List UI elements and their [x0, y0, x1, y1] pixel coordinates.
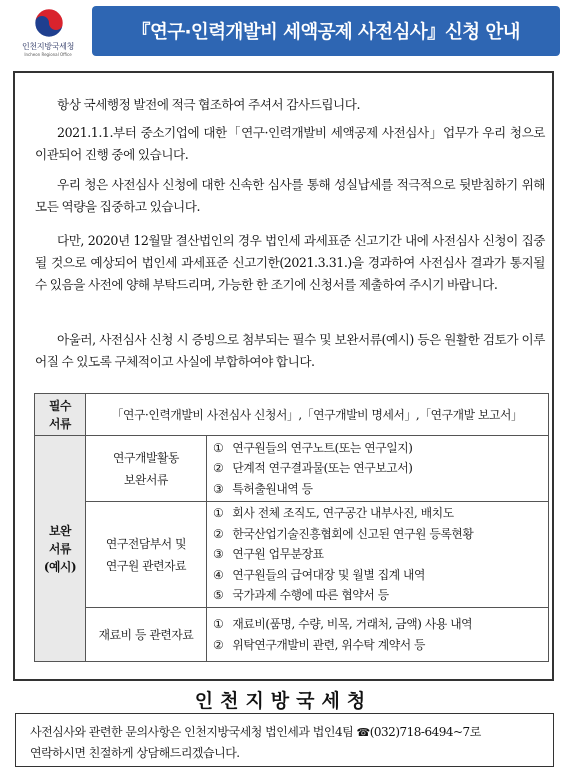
paragraph-documents: 아울러, 사전심사 신청 시 증빙으로 첨부되는 필수 및 보완서류(예시) 등은 원활한 검토가 이루어질 수 있도록 구체적이고 사실에 부합하여야 합니다. [35, 332, 545, 369]
group-items [207, 608, 549, 662]
item-number: ② [213, 461, 224, 476]
item-text: 국가과제 수행에 따른 협약서 등 [229, 588, 389, 603]
paragraph-commitment: 우리 청은 사전심사 신청에 대한 신속한 심사를 통해 성실납세를 적극적으로 뒷받침하기 위해 모든 역량을 집중하고 있습니다. [35, 177, 545, 214]
table-row [35, 608, 549, 662]
group-name: 재료비 등 관련자료 [86, 608, 207, 662]
group-name: 연구전담부서 및 연구원 관련자료 [86, 502, 207, 608]
list-item [213, 565, 542, 586]
item-number: ① [213, 440, 224, 455]
table-row [35, 394, 549, 436]
contact-line-1: 사전심사와 관련한 문의사항은 인천지방국세청 법인세과 법인4팀 [30, 725, 354, 739]
list-item [213, 438, 542, 459]
item-text: 회사 전체 조직도, 연구공간 내부사진, 배치도 [229, 506, 454, 521]
table-row [35, 502, 549, 608]
phone-icon: ☎ [356, 726, 370, 739]
page-title: 『연구·인력개발비 세액공제 사전심사』신청 안내 [132, 22, 520, 43]
item-text: 재료비(품명, 수량, 비목, 거래처, 금액) 사용 내역 [229, 617, 473, 631]
supplementary-docs-label [35, 436, 86, 662]
list-item [213, 503, 542, 524]
required-docs-list: 「연구·인력개발비 사전심사 신청서」,「연구개발비 명세서」,「연구개발 보고서」 [86, 394, 549, 436]
documents-table [34, 393, 549, 662]
required-docs-label [35, 394, 86, 436]
contact-box [15, 713, 554, 767]
item-text: 연구원들의 급여대장 및 월별 집계 내역 [229, 567, 426, 582]
list-item [213, 585, 542, 606]
item-number: ② [213, 637, 224, 652]
list-item [213, 635, 542, 656]
title-banner [92, 6, 560, 56]
item-number: ③ [213, 481, 224, 496]
list-item [213, 524, 542, 545]
list-item [213, 614, 542, 635]
list-item [213, 458, 542, 479]
group-items [207, 502, 549, 608]
logo-subtext: Incheon Regional Office [24, 52, 72, 57]
organization-name: 인천지방국세청 [194, 690, 373, 712]
list-item [213, 544, 542, 565]
item-text: 특허출원내역 등 [229, 481, 313, 496]
item-text: 단계적 연구결과물(또는 연구보고서) [229, 461, 413, 476]
item-number: ① [213, 506, 224, 521]
header [0, 0, 567, 66]
paragraph-transfer: 2021.1.1.부터 중소기업에 대한「연구·인력개발비 세액공제 사전심사」업무가 우리 청으로 이관되어 진행 중에 있습니다. [35, 125, 545, 162]
item-text: 위탁연구개발비 관련, 위수탁 계약서 등 [229, 637, 426, 652]
item-text: 한국산업기술진흥협회에 신고된 연구원 등록현황 [229, 526, 474, 541]
taegeuk-logo-icon [34, 8, 64, 38]
group-items [207, 436, 549, 502]
item-number: ⑤ [213, 588, 224, 603]
list-item [213, 479, 542, 500]
supplementary-label-text: 보완 서류 (예시) [43, 523, 77, 574]
paragraph-deadline-notice: 다만, 2020년 12월말 결산법인의 경우 법인세 과세표준 신고기간 내에 사전심사 신청이 집중될 것으로 예상되어 법인세 과세표준 신고기한(2021.3.31.)을 경과하여 사전심사 결과가 통지될 수 있음을 사전에 양해 부탁드리며, 가능한 한 조기에 신청서를 제출하여 주시기 바랍니다. [35, 233, 545, 292]
required-label-text: 필수 서류 [49, 398, 71, 431]
item-number: ① [213, 617, 224, 631]
logo-text: 인천지방국세청 [22, 42, 74, 51]
logo [8, 8, 88, 60]
group-name: 연구개발활동 보완서류 [86, 436, 207, 502]
item-text: 연구원 업무분장표 [229, 547, 324, 562]
contact-phone: (032)718-6494~7로 [369, 725, 481, 739]
item-number: ② [213, 526, 224, 541]
paragraph-greeting: 항상 국세행정 발전에 적극 협조하여 주셔서 감사드립니다. [57, 97, 361, 112]
contact-line-2: 연락하시면 친절하게 상담해드리겠습니다. [30, 746, 240, 760]
item-text: 연구원들의 연구노트(또는 연구일지) [229, 440, 413, 455]
item-number: ④ [213, 567, 224, 582]
table-row [35, 436, 549, 502]
item-number: ③ [213, 547, 224, 562]
